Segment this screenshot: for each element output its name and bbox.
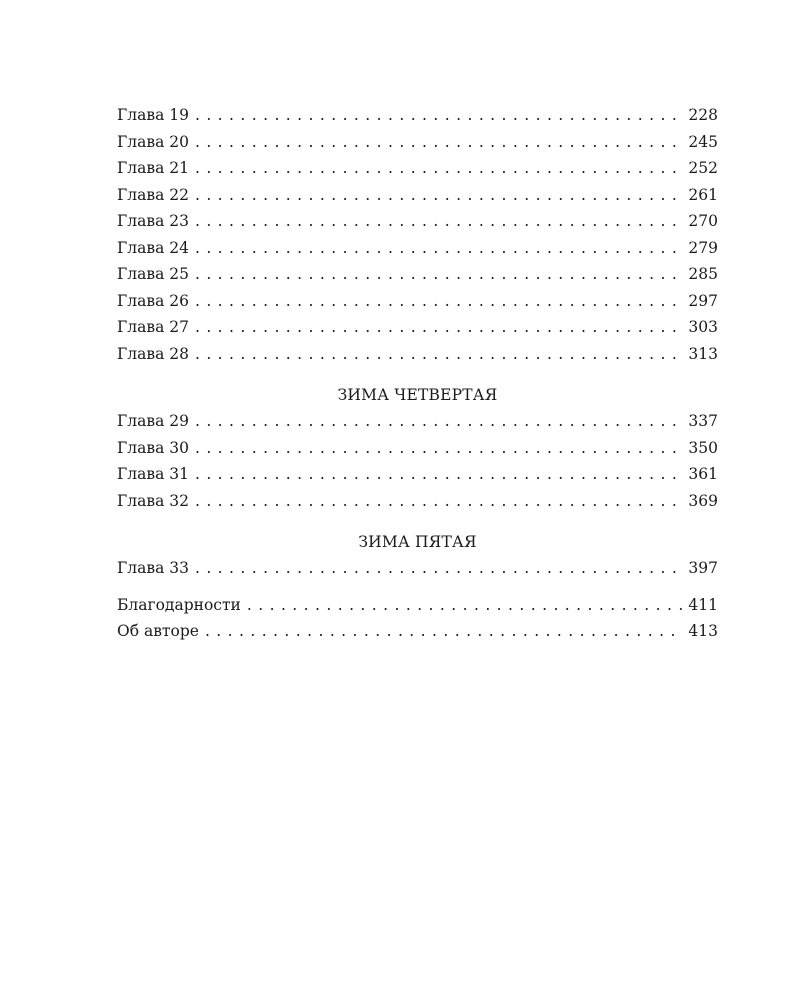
toc-entry-page: 397 (688, 559, 718, 577)
toc-entry-label: Глава 19 (117, 106, 189, 124)
toc-entry-page: 261 (688, 185, 718, 204)
section-spacer (117, 582, 718, 592)
toc-entry-label: Глава 30 (117, 438, 189, 457)
dot-leader (195, 182, 682, 209)
dot-leader (195, 261, 682, 288)
toc-entry-label: Глава 24 (117, 238, 189, 257)
toc-entry-chapter-20[interactable] (117, 129, 718, 156)
toc-entry-chapter-26[interactable] (117, 288, 718, 315)
toc-entry-label: Глава 27 (117, 318, 189, 336)
toc-entry-label: Глава 32 (117, 491, 189, 510)
dot-leader (195, 408, 682, 435)
toc-entry-label: Глава 26 (117, 291, 189, 310)
toc-entry-page: 411 (688, 595, 718, 614)
toc-entry-page: 285 (688, 265, 718, 283)
toc-entry-page: 245 (688, 132, 718, 151)
dot-leader (195, 555, 682, 582)
toc-entry-chapter-33[interactable] (117, 555, 718, 582)
toc-entry-acknowledgements[interactable] (117, 592, 718, 619)
dot-leader (195, 314, 682, 341)
toc-entry-page: 361 (688, 465, 718, 483)
toc-entry-label: Глава 22 (117, 185, 189, 204)
toc-entry-page: 297 (688, 291, 718, 310)
section-heading-winter-five: ЗИМА ПЯТАЯ (358, 533, 477, 551)
dot-leader (195, 435, 682, 462)
toc-entry-label: Глава 28 (117, 344, 189, 363)
toc-entry-label: Благодарности (117, 595, 241, 614)
dot-leader (247, 592, 683, 619)
toc-entry-chapter-32[interactable] (117, 488, 718, 515)
toc-entry-label: Глава 29 (117, 412, 189, 430)
toc-entry-label: Глава 25 (117, 265, 189, 283)
toc-entry-chapter-30[interactable] (117, 435, 718, 462)
toc-entry-page: 252 (688, 159, 718, 177)
dot-leader (195, 235, 682, 262)
toc-entry-label: Глава 23 (117, 212, 189, 230)
toc-entry-chapter-23[interactable] (117, 208, 718, 235)
dot-leader (195, 208, 682, 235)
table-of-contents (117, 102, 718, 645)
dot-leader (195, 488, 682, 515)
dot-leader (195, 102, 682, 129)
toc-entry-page: 303 (688, 318, 718, 336)
toc-entry-chapter-21[interactable] (117, 155, 718, 182)
toc-entry-label: Глава 20 (117, 132, 189, 151)
toc-entry-label: Глава 21 (117, 159, 189, 177)
dot-leader (195, 288, 682, 315)
toc-entry-page: 369 (688, 491, 718, 510)
toc-entry-page: 279 (688, 238, 718, 257)
dot-leader (195, 341, 682, 368)
toc-entry-label: Глава 33 (117, 559, 189, 577)
dot-leader (195, 461, 682, 488)
toc-entry-chapter-24[interactable] (117, 235, 718, 262)
dot-leader (195, 129, 682, 156)
toc-entry-page: 337 (688, 412, 718, 430)
toc-entry-chapter-27[interactable] (117, 314, 718, 341)
toc-entry-about-author[interactable] (117, 618, 718, 645)
toc-entry-page: 413 (688, 622, 718, 640)
section-heading-winter-four: ЗИМА ЧЕТВЕРТАЯ (337, 386, 498, 404)
toc-entry-chapter-19[interactable] (117, 102, 718, 129)
toc-entry-page: 350 (688, 438, 718, 457)
toc-entry-chapter-28[interactable] (117, 341, 718, 368)
toc-entry-label: Об авторе (117, 622, 199, 640)
toc-entry-chapter-31[interactable] (117, 461, 718, 488)
toc-entry-page: 313 (688, 344, 718, 363)
toc-entry-page: 270 (688, 212, 718, 230)
toc-entry-label: Глава 31 (117, 465, 189, 483)
toc-entry-chapter-25[interactable] (117, 261, 718, 288)
toc-entry-page: 228 (688, 106, 718, 124)
dot-leader (205, 618, 682, 645)
dot-leader (195, 155, 682, 182)
toc-entry-chapter-22[interactable] (117, 182, 718, 209)
toc-entry-chapter-29[interactable] (117, 408, 718, 435)
